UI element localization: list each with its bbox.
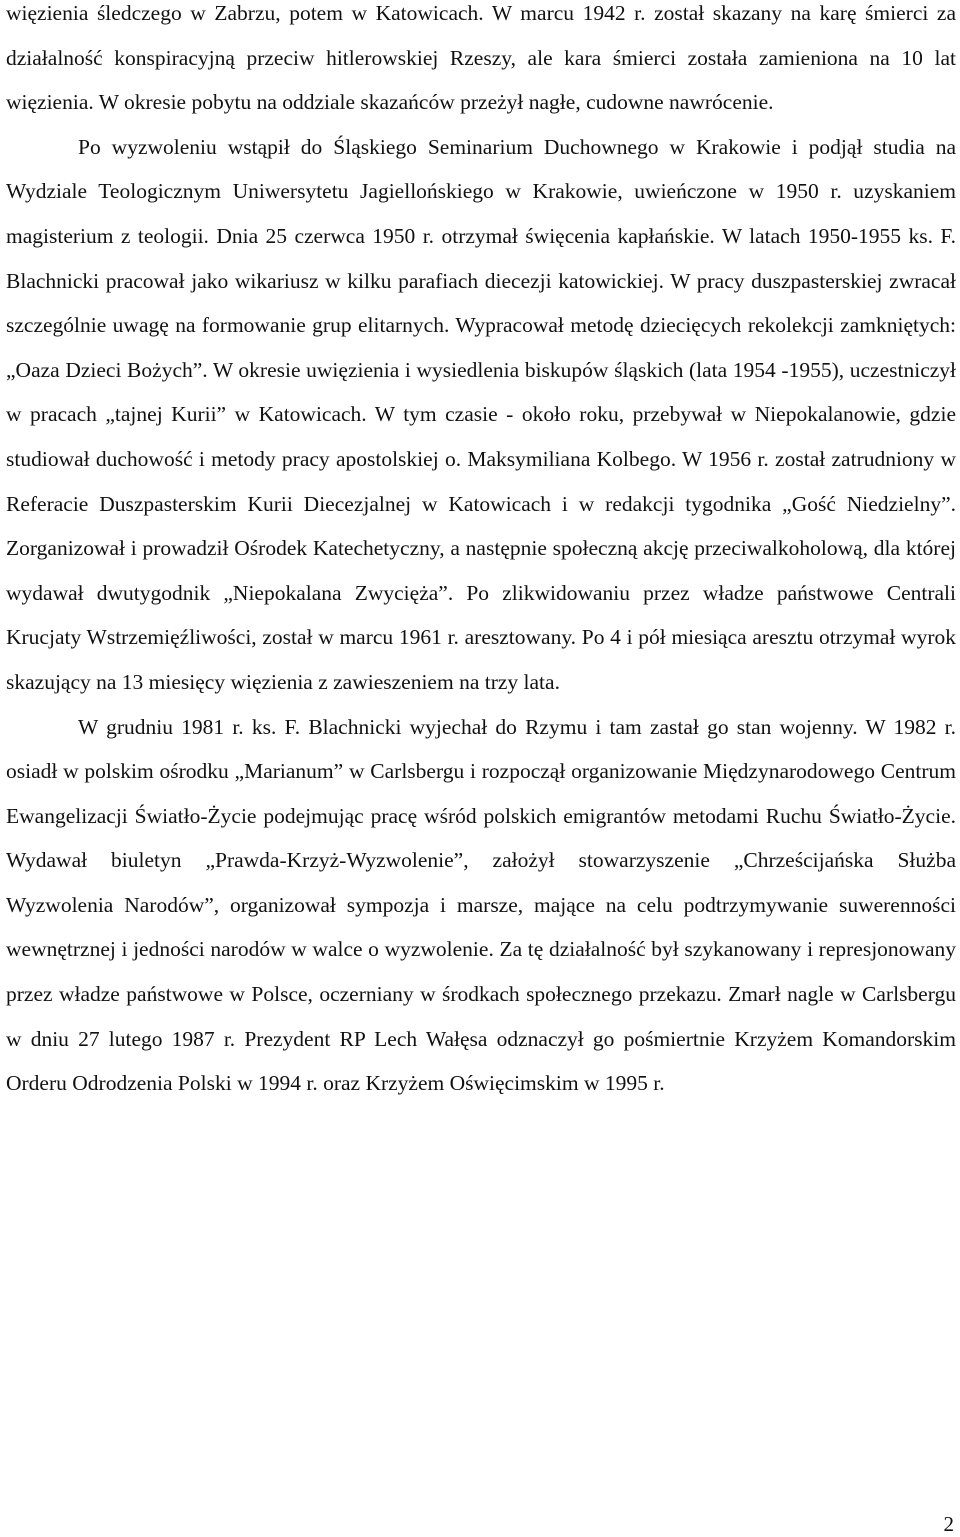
paragraph-exile-and-death: W grudniu 1981 r. ks. F. Blachnicki wyjechał do Rzymu i tam zastał go stan wojenny. W 1982 r. osiadł w polskim ośrodku „Marianum” w Carlsbergu i rozpoczął organizowanie Międzynarodowego Centrum Ewangelizacji Światło-Życie podejmując pracę wśród polskich emigrantów metodami Ruchu Światło-Życie. Wydawał biuletyn „Prawda-Krzyż-Wyzwolenie”, założył stowarzyszenie „Chrześcijańska Służba Wyzwolenia Narodów”, organizował sympozja i marsze, mające na celu podtrzymywanie suwerenności wewnętrznej i jedności narodów w walce o wyzwolenie. Za tę działalność był szykanowany i represjonowany przez władze państwowe w Polsce, oczerniany w środkach społecznego przekazu. Zmarł nagle w Carlsbergu w dniu 27 lutego 1987 r. Prezydent RP Lech Wałęsa odznaczył go pośmiertnie Krzyżem Komandorskim Orderu Odrodzenia Polski w 1994 r. oraz Krzyżem Oświęcimskim w 1995 r. — [6, 714, 956, 1096]
paragraph-seminary-and-ministry: Po wyzwoleniu wstąpił do Śląskiego Seminarium Duchownego w Krakowie i podjął studia na Wydziale Teologicznym Uniwersytetu Jagiellońskiego w Krakowie, uwieńczone w 1950 r. uzyskaniem magisterium z teologii. Dnia 25 czerwca 1950 r. otrzymał święcenia kapłańskie. W latach 1950-1955 ks. F. Blachnicki pracował jako wikariusz w kilku parafiach diecezji katowickiej. W pracy duszpasterskiej zwracał szczególnie uwagę na formowanie grup elitarnych. Wypracował metodę dziecięcych rekolekcji zamkniętych: „Oaza Dzieci Bożych”. W okresie uwięzienia i wysiedlenia biskupów śląskich (lata 1954 -1955), uczestniczył w pracach „tajnej Kurii” w Katowicach. W tym czasie - około roku, przebywał w Niepokalanowie, gdzie studiował duchowość i metody pracy apostolskiej o. Maksymiliana Kolbego. W 1956 r. został zatrudniony w Referacie Duszpasterskim Kurii Diecezjalnej w Katowicach i w redakcji tygodnika „Gość Niedzielny”. Zorganizował i prowadził Ośrodek Katechetyczny, a następnie społeczną akcję przeciwalkoholową, dla której wydawał dwutygodnik „Niepokalana Zwycięża”. Po zlikwidowaniu przez władze państwowe Centrali Krucjaty Wstrzemięźliwości, został w marcu 1961 r. aresztowany. Po 4 i pół miesiąca aresztu otrzymał wyrok skazujący na 13 miesięcy więzienia z zawieszeniem na trzy lata. — [6, 134, 956, 694]
page-number: 2 — [943, 1512, 954, 1536]
document-page — [6, 0, 956, 1106]
paragraph-imprisonment: więzienia śledczego w Zabrzu, potem w Katowicach. W marcu 1942 r. został skazany na karę śmierci za działalność konspiracyjną przeciw hitlerowskiej Rzeszy, ale kara śmierci została zamieniona na 10 lat więzienia. W okresie pobytu na oddziale skazańców przeżył nagłe, cudowne nawrócenie. — [6, 1, 956, 115]
